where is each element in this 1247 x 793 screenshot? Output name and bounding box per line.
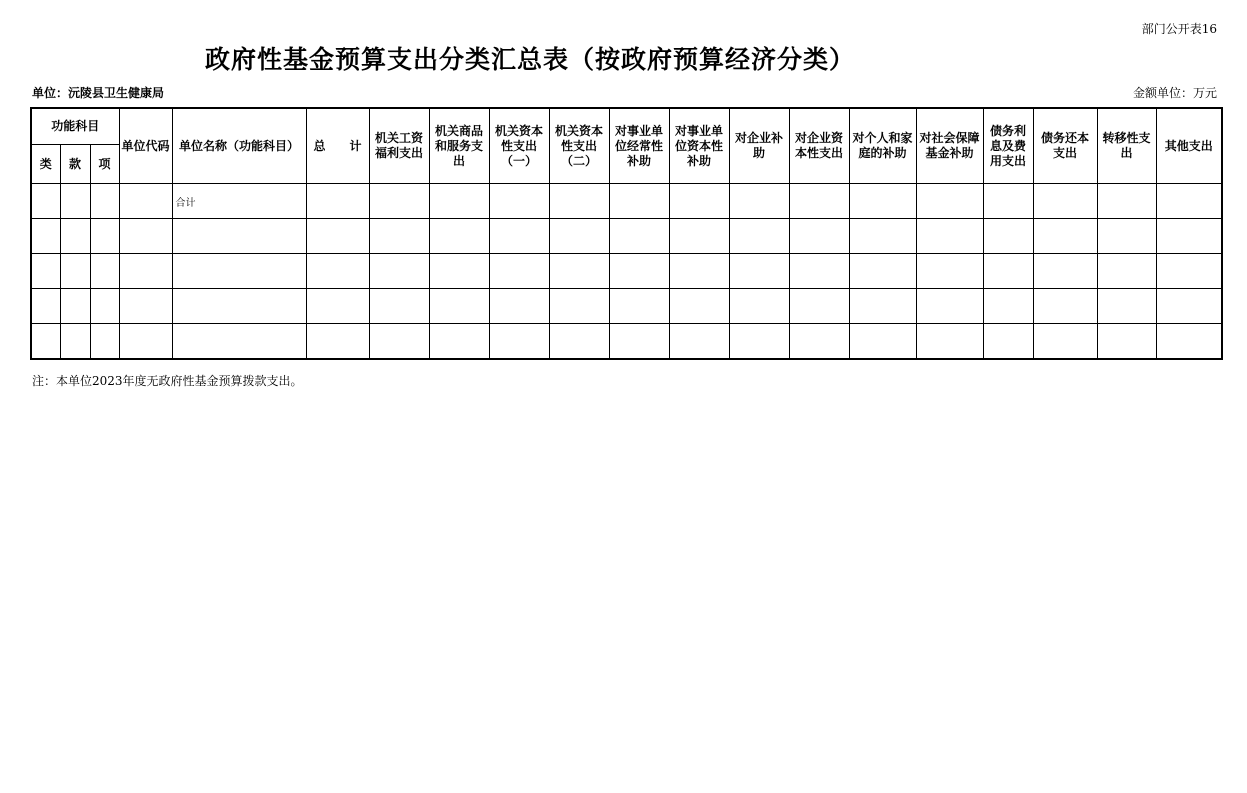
page-title: 政府性基金预算支出分类汇总表（按政府预算经济分类） bbox=[204, 45, 855, 74]
table-cell bbox=[669, 324, 729, 360]
table-cell bbox=[90, 324, 119, 360]
header-col-7: 对事业单位经常性补助 bbox=[609, 108, 669, 184]
table-cell bbox=[31, 219, 60, 254]
table-cell bbox=[729, 289, 789, 324]
table-cell bbox=[1156, 219, 1222, 254]
table-cell bbox=[489, 254, 549, 289]
table-cell bbox=[1097, 184, 1156, 219]
table-cell bbox=[1033, 324, 1097, 360]
table-cell bbox=[609, 289, 669, 324]
table-cell bbox=[1033, 289, 1097, 324]
table-cell bbox=[609, 219, 669, 254]
header-col-16: 其他支出 bbox=[1156, 108, 1222, 184]
table-cell bbox=[306, 289, 369, 324]
unit-label: 单位：沅陵县卫生健康局 bbox=[32, 86, 165, 100]
table-cell bbox=[789, 254, 849, 289]
header-col-6: 机关资本性支出（二） bbox=[549, 108, 609, 184]
table-cell bbox=[90, 184, 119, 219]
header-col-8: 对事业单位资本性补助 bbox=[669, 108, 729, 184]
table-cell bbox=[429, 219, 489, 254]
table-cell bbox=[369, 184, 429, 219]
table-row bbox=[31, 184, 1222, 219]
table-number-label: 部门公开表16 bbox=[1141, 22, 1217, 36]
table-cell bbox=[669, 184, 729, 219]
header-col-14: 债务还本支出 bbox=[1033, 108, 1097, 184]
table-cell bbox=[90, 289, 119, 324]
header-total: 总 计 bbox=[306, 108, 369, 184]
table-cell bbox=[119, 324, 172, 360]
table-cell bbox=[549, 254, 609, 289]
table-cell bbox=[729, 254, 789, 289]
table-cell bbox=[549, 184, 609, 219]
table-cell bbox=[429, 254, 489, 289]
table-cell bbox=[119, 184, 172, 219]
table-row bbox=[31, 289, 1222, 324]
header-unit-name: 单位名称（功能科目） bbox=[172, 108, 306, 184]
table-cell bbox=[983, 219, 1033, 254]
table-row bbox=[31, 254, 1222, 289]
table-cell bbox=[369, 254, 429, 289]
budget-table bbox=[30, 107, 1223, 360]
table-cell bbox=[60, 254, 90, 289]
table-cell bbox=[729, 219, 789, 254]
header-lei: 类 bbox=[31, 145, 60, 184]
footnote: 注：本单位2023年度无政府性基金预算拨款支出。 bbox=[32, 374, 303, 388]
table-cell bbox=[983, 184, 1033, 219]
table-cell bbox=[306, 184, 369, 219]
header-col-10: 对企业资本性支出 bbox=[789, 108, 849, 184]
header-col-13: 债务利息及费用支出 bbox=[983, 108, 1033, 184]
table-cell bbox=[916, 219, 983, 254]
table-cell bbox=[489, 219, 549, 254]
header-col-11: 对个人和家庭的补助 bbox=[849, 108, 916, 184]
table-cell bbox=[60, 184, 90, 219]
table-cell bbox=[983, 324, 1033, 360]
table-cell bbox=[849, 219, 916, 254]
table-cell bbox=[369, 324, 429, 360]
table-cell bbox=[489, 289, 549, 324]
header-col-5: 机关资本性支出（一） bbox=[489, 108, 549, 184]
table-cell bbox=[60, 289, 90, 324]
table-cell bbox=[609, 324, 669, 360]
table-cell bbox=[60, 324, 90, 360]
table-cell bbox=[669, 219, 729, 254]
table-cell bbox=[60, 219, 90, 254]
header-col-3: 机关工资福利支出 bbox=[369, 108, 429, 184]
header-col-9: 对企业补助 bbox=[729, 108, 789, 184]
table-cell bbox=[306, 219, 369, 254]
row-name-cell bbox=[172, 219, 306, 254]
table-cell bbox=[1033, 184, 1097, 219]
table-cell bbox=[429, 289, 489, 324]
table-cell bbox=[1097, 289, 1156, 324]
table-cell bbox=[1097, 324, 1156, 360]
table-cell bbox=[729, 324, 789, 360]
table-cell bbox=[1097, 254, 1156, 289]
table-cell bbox=[369, 289, 429, 324]
row-name-cell: 合计 bbox=[172, 184, 306, 219]
header-unit-code: 单位代码 bbox=[119, 108, 172, 184]
table-cell bbox=[549, 289, 609, 324]
table-cell bbox=[549, 324, 609, 360]
table-cell bbox=[489, 324, 549, 360]
table-cell bbox=[609, 254, 669, 289]
table-row bbox=[31, 219, 1222, 254]
table-cell bbox=[1033, 254, 1097, 289]
table-cell bbox=[916, 324, 983, 360]
table-cell bbox=[916, 254, 983, 289]
table-cell bbox=[916, 289, 983, 324]
table-cell bbox=[789, 184, 849, 219]
table-cell bbox=[31, 184, 60, 219]
table-cell bbox=[1156, 254, 1222, 289]
table-cell bbox=[489, 184, 549, 219]
table-cell bbox=[1097, 219, 1156, 254]
table-cell bbox=[983, 254, 1033, 289]
table-cell bbox=[1156, 289, 1222, 324]
table-cell bbox=[90, 219, 119, 254]
amount-unit-label: 金额单位：万元 bbox=[1132, 86, 1217, 100]
table-cell bbox=[306, 254, 369, 289]
header-function-subject: 功能科目 bbox=[31, 108, 119, 145]
table-cell bbox=[31, 254, 60, 289]
table-cell bbox=[369, 219, 429, 254]
table-cell bbox=[549, 219, 609, 254]
table-cell bbox=[669, 289, 729, 324]
table-cell bbox=[429, 324, 489, 360]
table-cell bbox=[1156, 184, 1222, 219]
table-cell bbox=[849, 289, 916, 324]
table-cell bbox=[90, 254, 119, 289]
header-col-15: 转移性支出 bbox=[1097, 108, 1156, 184]
table-cell bbox=[849, 184, 916, 219]
table-cell bbox=[119, 219, 172, 254]
table-cell bbox=[1033, 219, 1097, 254]
table-cell bbox=[849, 324, 916, 360]
row-name-cell bbox=[172, 254, 306, 289]
table-cell bbox=[789, 324, 849, 360]
table-row bbox=[31, 324, 1222, 360]
table-cell bbox=[789, 289, 849, 324]
table-cell bbox=[729, 184, 789, 219]
header-xiang: 项 bbox=[90, 145, 119, 184]
row-name-cell bbox=[172, 289, 306, 324]
table-cell bbox=[916, 184, 983, 219]
table-cell bbox=[789, 219, 849, 254]
table-cell bbox=[31, 324, 60, 360]
header-col-4: 机关商品和服务支出 bbox=[429, 108, 489, 184]
table-cell bbox=[669, 254, 729, 289]
table-cell bbox=[1156, 324, 1222, 360]
table-cell bbox=[983, 289, 1033, 324]
table-cell bbox=[31, 289, 60, 324]
table-cell bbox=[119, 254, 172, 289]
row-name-cell bbox=[172, 324, 306, 360]
table-cell bbox=[306, 324, 369, 360]
table-cell bbox=[849, 254, 916, 289]
header-kuan: 款 bbox=[60, 145, 90, 184]
header-col-12: 对社会保障基金补助 bbox=[916, 108, 983, 184]
table-cell bbox=[429, 184, 489, 219]
table-cell bbox=[609, 184, 669, 219]
table-cell bbox=[119, 289, 172, 324]
